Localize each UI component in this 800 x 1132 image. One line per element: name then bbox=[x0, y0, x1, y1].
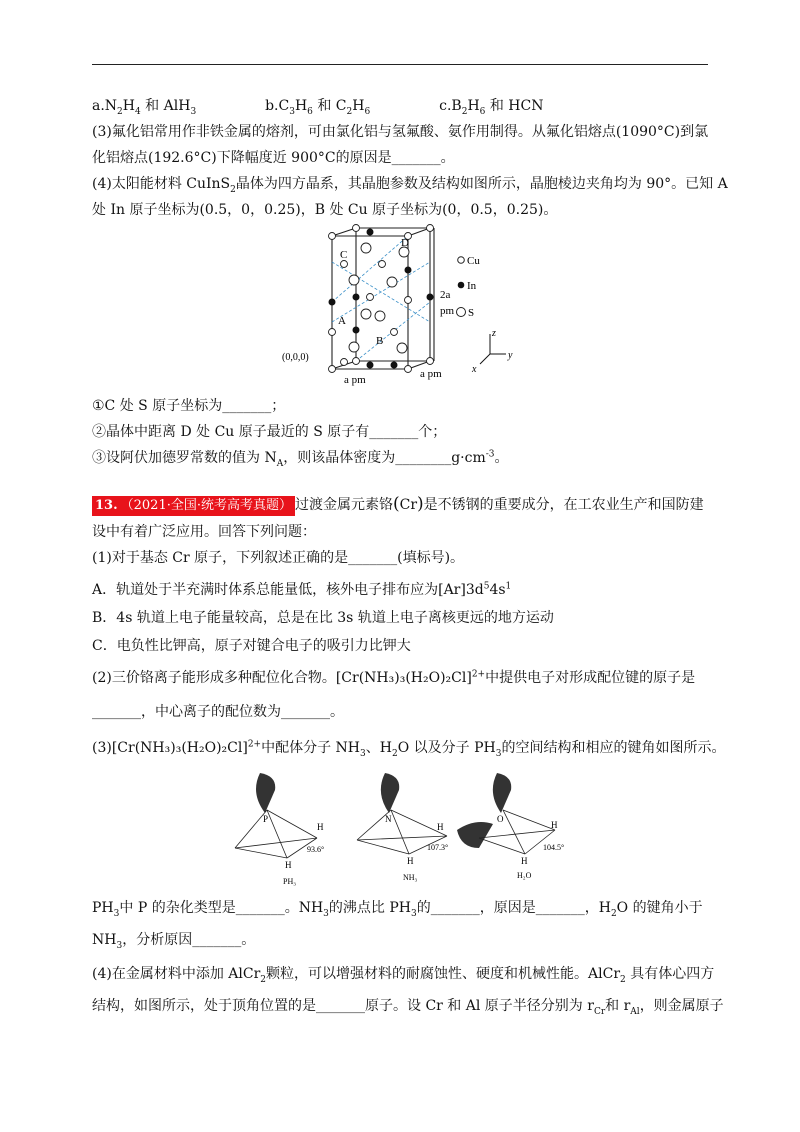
q13-part4: (4)在金属材料中添加 AlCr$_2$颗粒，可以增强材料的耐腐蚀性、硬度和机械性能。AlCr$_2$ 具有体心四方 bbox=[92, 966, 715, 985]
q13-part1: (1)对于基态 Cr 原子，下列叙述正确的是_______(填标号)。 bbox=[92, 550, 465, 566]
q13-part2-line2: _______，中心离子的配位数为_______。 bbox=[92, 704, 344, 720]
label-h2o: H₂O bbox=[517, 871, 532, 880]
svg-text:H: H bbox=[285, 860, 292, 870]
axis-z: z bbox=[492, 328, 496, 339]
q4-sub3: ③设阿伏加德罗常数的值为 $N_A$，则该晶体密度为$\_\_\_\_\_\_\_\_g\cdot cm^{-3}$。 bbox=[92, 449, 509, 469]
q3-line2: 化铝熔点(192.6°C)下降幅度近 900°C的原因是_______。 bbox=[92, 150, 455, 166]
q4-sub1: ①C 处 S 原子坐标为_______； bbox=[92, 398, 286, 414]
q13-part4-line2: 结构，如图所示，处于顶角位置的是_______原子。设 Cr 和 Al 原子半径分别为 $r_{Cr}$和 $r_{Al}$，则金属原子 bbox=[92, 998, 724, 1017]
a-label-2: a pm bbox=[420, 368, 442, 380]
svg-text:H: H bbox=[551, 820, 558, 830]
label-c: C bbox=[340, 249, 348, 261]
axis-y: y bbox=[508, 350, 513, 361]
header-rule bbox=[92, 64, 708, 65]
nh3-shape bbox=[357, 773, 448, 882]
q13-part2: (2)三价铬离子能形成多种配位化合物。$[Cr(NH_3)_3(H_2O)_2Cl]^{2+}$中提供电子对形成配位键的原子是 bbox=[92, 669, 696, 686]
option-a: A．轨道处于半充满时体系总能量低，核外电子排布应为$[Ar]3d^54s^1$ bbox=[92, 581, 512, 598]
label-a: A bbox=[338, 315, 346, 327]
q13-line1: 13. （2021·全国·统考高考真题） 过渡金属元素铬(Cr)是不锈钢的重要成分，在工农业生产和国防建 bbox=[92, 494, 704, 516]
molecule-shapes-figure bbox=[225, 768, 585, 890]
label-ph3: PH₃ bbox=[283, 877, 297, 886]
q4-line1: (4)太阳能材料 CuInS$_2$晶体为四方晶系，其晶胞参数及结构如图所示，晶胞棱边夹角均为 90°。已知 A bbox=[92, 176, 728, 195]
axis-x: x bbox=[472, 364, 477, 375]
legend-s: S bbox=[468, 307, 475, 319]
a-label-1: a pm bbox=[344, 374, 366, 386]
q4-line2: 处 In 原子坐标为(0.5，0，0.25)，B 处 Cu 原子坐标为(0，0.5，0.25)。 bbox=[92, 202, 558, 218]
q13-part3-line3: $NH_3$，分析原因_______。 bbox=[92, 932, 256, 951]
legend-in: In bbox=[467, 280, 477, 292]
origin-label: (0,0,0) bbox=[282, 352, 309, 363]
label-nh3: NH₃ bbox=[403, 873, 418, 882]
option-c: C．电负性比钾高，原子对键合电子的吸引力比钾大 bbox=[92, 638, 411, 654]
angle-nh3: 107.3° bbox=[427, 843, 449, 852]
unit-cell-figure bbox=[280, 222, 540, 387]
q13-part3-line2: $PH_3$中 P 的杂化类型是_______。$NH_3$的沸点比 $PH_3$的_______，原因是_______，$H_2O$ 的键角小于 bbox=[92, 900, 703, 919]
svg-text:H: H bbox=[437, 822, 444, 832]
h2o-shape bbox=[457, 773, 564, 880]
q3-line1: (3)氟化铝常用作非铁金属的熔剂，可由氯化铝与氢氟酸、氨作用制得。从氟化铝熔点(1090°C)到氯 bbox=[92, 124, 709, 140]
q13-part3: $(3)[Cr(NH_3)_3(H_2O)_2Cl]^{2+}$中配体分子 $NH_3$、$H_2O$ 以及分子 $PH_3$的空间结构和相应的键角如图所示。 bbox=[92, 739, 726, 759]
options-row: $a.N_2H_4$ 和 AlH$_3$ $b.C_3H_6$ 和 $C_2H_6$ $c.B_2H_6$ 和 HCN bbox=[92, 98, 544, 117]
label-b: B bbox=[376, 335, 384, 347]
legend-cu: Cu bbox=[467, 255, 480, 267]
atom-o: O bbox=[497, 814, 504, 824]
height-unit: pm bbox=[440, 305, 455, 317]
question-source-badge: 13. （2021·全国·统考高考真题） bbox=[92, 496, 295, 516]
atom-p: P bbox=[263, 814, 269, 824]
height-label: 2a bbox=[440, 289, 451, 301]
svg-text:H: H bbox=[521, 856, 528, 866]
q4-sub2: ②晶体中距离 D 处 Cu 原子最近的 S 原子有_______个； bbox=[92, 424, 447, 440]
angle-ph3: 93.6° bbox=[307, 845, 325, 854]
angle-h2o: 104.5° bbox=[543, 843, 565, 852]
svg-text:H: H bbox=[407, 856, 414, 866]
option-b: B．4s 轨道上电子能量较高，总是在比 3s 轨道上电子离核更远的地方运动 bbox=[92, 610, 554, 626]
q13-line2: 设中有着广泛应用。回答下列问题： bbox=[92, 524, 316, 540]
atom-n: N bbox=[385, 814, 392, 824]
svg-text:H: H bbox=[317, 822, 324, 832]
label-d: D bbox=[401, 237, 409, 249]
ph3-shape bbox=[235, 773, 324, 886]
